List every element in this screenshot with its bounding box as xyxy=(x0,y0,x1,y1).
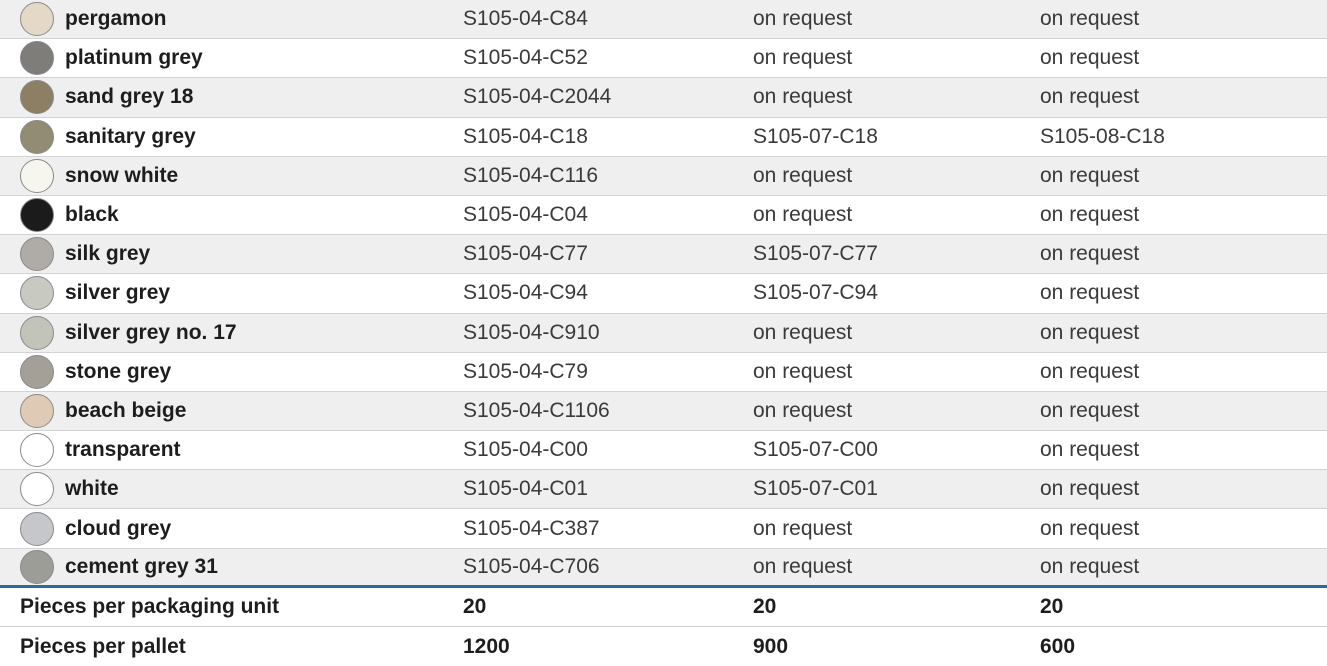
color-name: stone grey xyxy=(65,359,172,383)
color-swatch-icon xyxy=(20,550,54,584)
article-code-08: on request xyxy=(1040,359,1140,383)
article-code-07: on request xyxy=(753,85,853,109)
article-code-07: S105-07-C00 xyxy=(753,438,878,462)
article-code-07: on request xyxy=(753,7,853,31)
article-code-07: on request xyxy=(753,359,853,383)
article-code-04: S105-04-C52 xyxy=(463,46,588,70)
article-code-08: on request xyxy=(1040,203,1140,227)
table-row xyxy=(0,392,1327,431)
color-name: silver grey xyxy=(65,281,171,305)
article-code-07: S105-07-C94 xyxy=(753,281,878,305)
color-swatch-icon xyxy=(20,2,54,36)
color-swatch-icon xyxy=(20,355,54,389)
color-name-cell xyxy=(0,512,463,546)
color-name: snow white xyxy=(65,163,179,187)
article-code-04: S105-04-C84 xyxy=(463,7,588,31)
article-code-08: on request xyxy=(1040,7,1140,31)
summary-value-08: 20 xyxy=(1040,594,1064,618)
summary-value-04: 20 xyxy=(463,594,487,618)
color-swatch-icon xyxy=(20,276,54,310)
article-code-04: S105-04-C706 xyxy=(463,554,600,578)
summary-rows xyxy=(0,588,1327,666)
color-swatch-icon xyxy=(20,80,54,114)
table-row xyxy=(0,0,1327,39)
color-swatch-icon xyxy=(20,198,54,232)
color-name-cell xyxy=(0,355,463,389)
color-name-cell xyxy=(0,120,463,154)
color-name: black xyxy=(65,203,119,227)
article-code-08: on request xyxy=(1040,281,1140,305)
color-swatch-icon xyxy=(20,394,54,428)
color-name: cloud grey xyxy=(65,516,172,540)
color-swatch-icon xyxy=(20,159,54,193)
summary-label: Pieces per packaging unit xyxy=(20,594,280,618)
article-code-08: S105-08-C18 xyxy=(1040,124,1165,148)
color-name-cell xyxy=(0,394,463,428)
article-code-04: S105-04-C77 xyxy=(463,242,588,266)
article-code-04: S105-04-C94 xyxy=(463,281,588,305)
packaging-unit-row xyxy=(0,588,1327,627)
color-name: platinum grey xyxy=(65,46,203,70)
article-code-08: on request xyxy=(1040,242,1140,266)
article-code-07: on request xyxy=(753,398,853,422)
article-code-04: S105-04-C116 xyxy=(463,163,599,187)
color-name: transparent xyxy=(65,438,181,462)
article-code-04: S105-04-C79 xyxy=(463,359,588,383)
color-swatch-icon xyxy=(20,237,54,271)
color-swatch-icon xyxy=(20,472,54,506)
table-row xyxy=(0,157,1327,196)
summary-value-07: 900 xyxy=(753,634,789,658)
article-code-08: on request xyxy=(1040,438,1140,462)
article-code-08: on request xyxy=(1040,398,1140,422)
summary-value-08: 600 xyxy=(1040,634,1076,658)
table-row xyxy=(0,314,1327,353)
article-code-07: on request xyxy=(753,203,853,227)
color-name-cell xyxy=(0,80,463,114)
article-code-04: S105-04-C1106 xyxy=(463,398,610,422)
color-name: pergamon xyxy=(65,7,167,31)
color-name: beach beige xyxy=(65,398,187,422)
article-code-07: on request xyxy=(753,516,853,540)
table-row xyxy=(0,549,1327,588)
color-swatch-icon xyxy=(20,433,54,467)
article-code-07: on request xyxy=(753,163,853,187)
article-code-08: on request xyxy=(1040,163,1140,187)
color-name: sanitary grey xyxy=(65,124,196,148)
article-code-04: S105-04-C18 xyxy=(463,124,588,148)
color-swatch-icon xyxy=(20,316,54,350)
pallet-row xyxy=(0,627,1327,666)
article-code-08: on request xyxy=(1040,554,1140,578)
color-name-cell xyxy=(0,316,463,350)
table-row xyxy=(0,470,1327,509)
color-name: silver grey no. 17 xyxy=(65,320,237,344)
article-code-08: on request xyxy=(1040,85,1140,109)
article-code-07: on request xyxy=(753,46,853,70)
color-name-cell xyxy=(0,2,463,36)
table-row xyxy=(0,235,1327,274)
color-name-cell xyxy=(0,433,463,467)
color-name-cell xyxy=(0,237,463,271)
table-row xyxy=(0,353,1327,392)
color-name-cell xyxy=(0,41,463,75)
color-name-cell xyxy=(0,472,463,506)
color-swatch-icon xyxy=(20,512,54,546)
article-code-04: S105-04-C00 xyxy=(463,438,588,462)
color-name-cell xyxy=(0,276,463,310)
article-code-04: S105-04-C01 xyxy=(463,477,588,501)
color-name-cell xyxy=(0,550,463,584)
article-code-08: on request xyxy=(1040,477,1140,501)
table-row xyxy=(0,274,1327,313)
color-name: silk grey xyxy=(65,242,151,266)
color-name: white xyxy=(65,477,119,501)
color-name-cell xyxy=(0,159,463,193)
table-row xyxy=(0,431,1327,470)
color-swatch-icon xyxy=(20,120,54,154)
article-code-07: S105-07-C18 xyxy=(753,124,878,148)
article-code-07: S105-07-C01 xyxy=(753,477,878,501)
article-code-07: S105-07-C77 xyxy=(753,242,878,266)
table-row xyxy=(0,78,1327,117)
article-code-04: S105-04-C910 xyxy=(463,320,600,344)
article-code-04: S105-04-C04 xyxy=(463,203,588,227)
table-row xyxy=(0,39,1327,78)
article-code-08: on request xyxy=(1040,46,1140,70)
article-code-04: S105-04-C387 xyxy=(463,516,600,540)
summary-value-04: 1200 xyxy=(463,634,510,658)
article-code-07: on request xyxy=(753,554,853,578)
article-code-04: S105-04-C2044 xyxy=(463,85,612,109)
article-code-07: on request xyxy=(753,320,853,344)
article-code-08: on request xyxy=(1040,320,1140,344)
article-code-08: on request xyxy=(1040,516,1140,540)
color-name: cement grey 31 xyxy=(65,554,218,578)
table-row xyxy=(0,509,1327,548)
summary-label: Pieces per pallet xyxy=(20,634,186,658)
table-row xyxy=(0,118,1327,157)
color-name: sand grey 18 xyxy=(65,85,194,109)
summary-value-07: 20 xyxy=(753,594,777,618)
color-swatch-icon xyxy=(20,41,54,75)
color-name-cell xyxy=(0,198,463,232)
table-row xyxy=(0,196,1327,235)
